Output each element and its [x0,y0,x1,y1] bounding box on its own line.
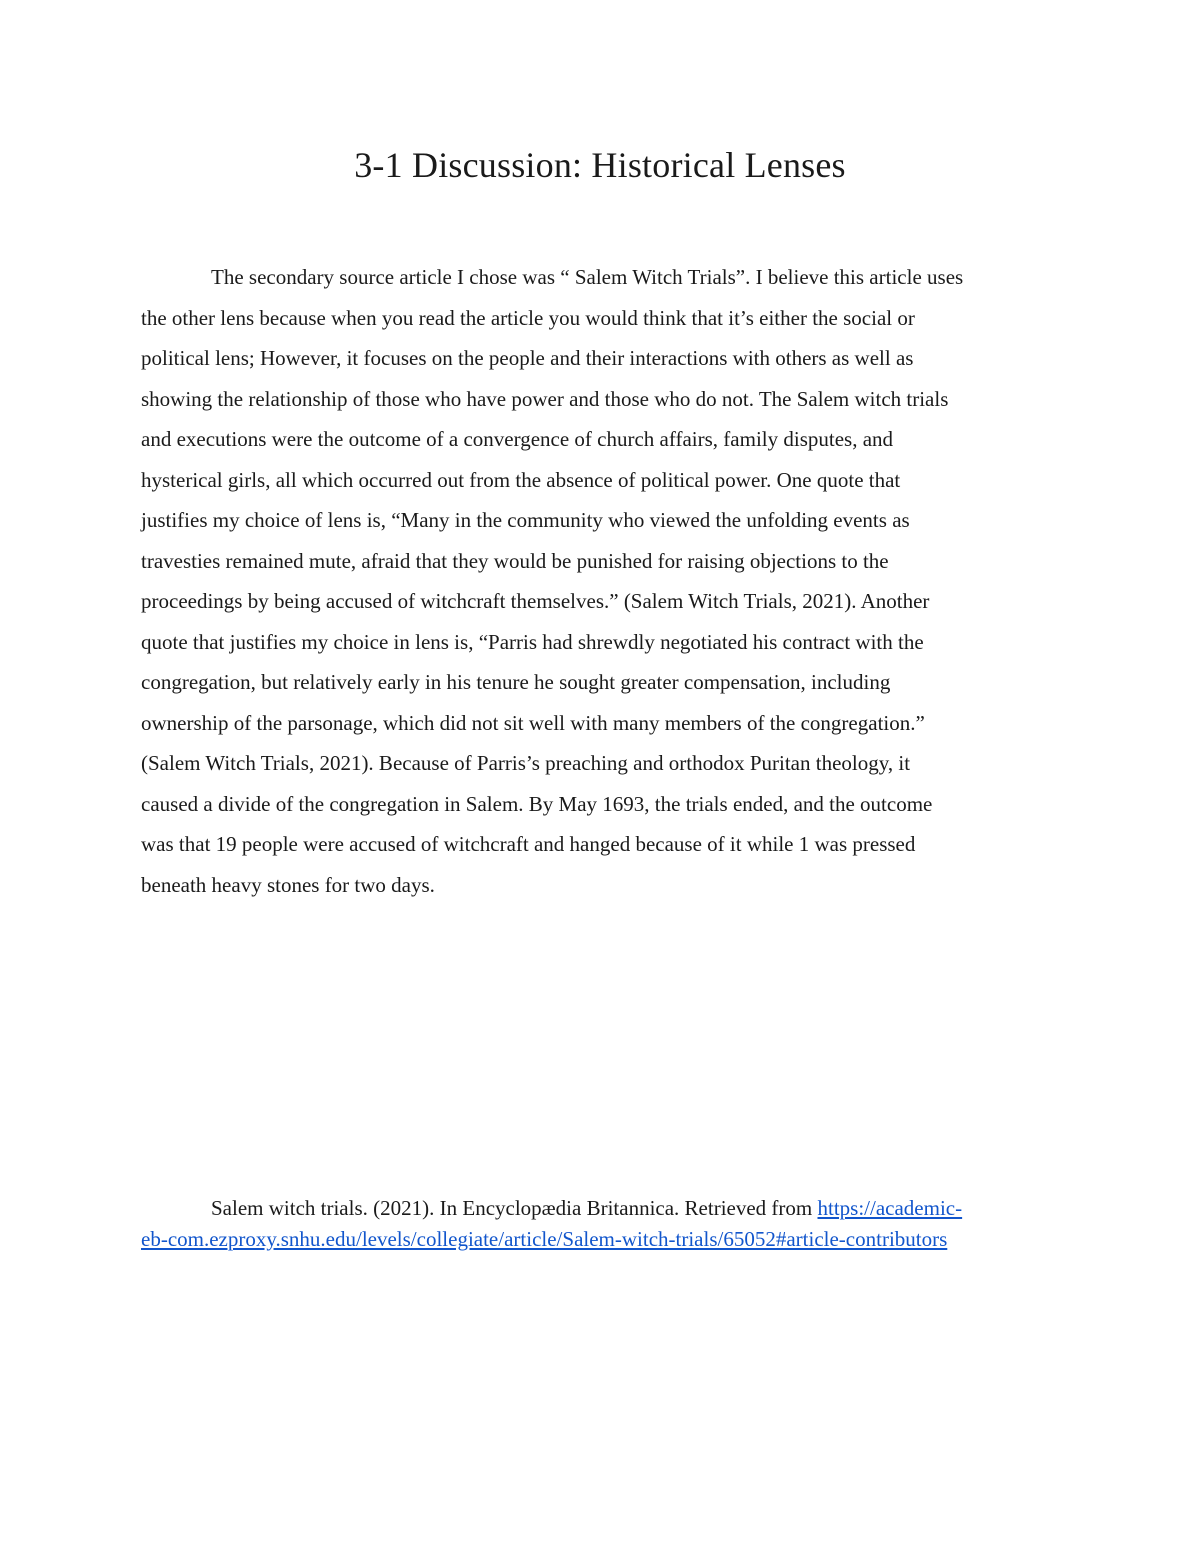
body-line: (Salem Witch Trials, 2021). Because of Parris’s preaching and orthodox Puritan theology, it [141,751,911,775]
body-line: showing the relationship of those who have power and those who do not. The Salem witch trials [141,386,949,411]
document-title: 3-1 Discussion: Historical Lenses [354,145,846,185]
body-line: congregation, but relatively early in his tenure he sought greater compensation, including [141,670,891,694]
body-line: justifies my choice of lens is, “Many in the community who viewed the unfolding events as [141,508,910,532]
citation-line [141,1193,1061,1224]
body-line: proceedings by being accused of witchcraft themselves.” (Salem Witch Trials, 2021). Another [141,589,930,613]
body-line: hysterical girls, all which occurred out from the absence of political power. One quote that [141,467,901,492]
citation-link-part-2[interactable]: eb-com.ezproxy.snhu.edu/levels/collegiate/article/Salem-witch-trials/65052#article-contributors [141,1227,948,1251]
body-line: and executions were the outcome of a convergence of church affairs, family disputes, and [141,427,894,451]
body-line: quote that justifies my choice in lens is, “Parris had shrewdly negotiated his contract with the [141,629,924,654]
body-line: caused a divide of the congregation in Salem. By May 1693, the trials ended, and the outcome [141,791,933,816]
body-line: The secondary source article I chose was “ Salem Witch Trials”. I believe this article uses [211,265,964,289]
citation-link-part-1[interactable]: https://academic- [817,1196,963,1220]
reference-citation [141,1193,1061,1255]
body-line: travesties remained mute, afraid that they would be punished for raising objections to the [141,548,889,573]
body-line: ownership of the parsonage, which did not sit well with many members of the congregation.” [141,710,925,735]
body-line: political lens; However, it focuses on the people and their interactions with others as well as [141,346,914,370]
body-line: the other lens because when you read the article you would think that it’s either the social or [141,305,915,330]
body-paragraph [141,257,1051,905]
citation-text: Salem witch trials. (2021). In Encyclopædia Britannica. Retrieved from [211,1196,818,1220]
citation-line [141,1224,1061,1255]
body-line: beneath heavy stones for two days. [141,872,435,897]
body-line: was that 19 people were accused of witchcraft and hanged because of it while 1 was pressed [141,832,916,856]
